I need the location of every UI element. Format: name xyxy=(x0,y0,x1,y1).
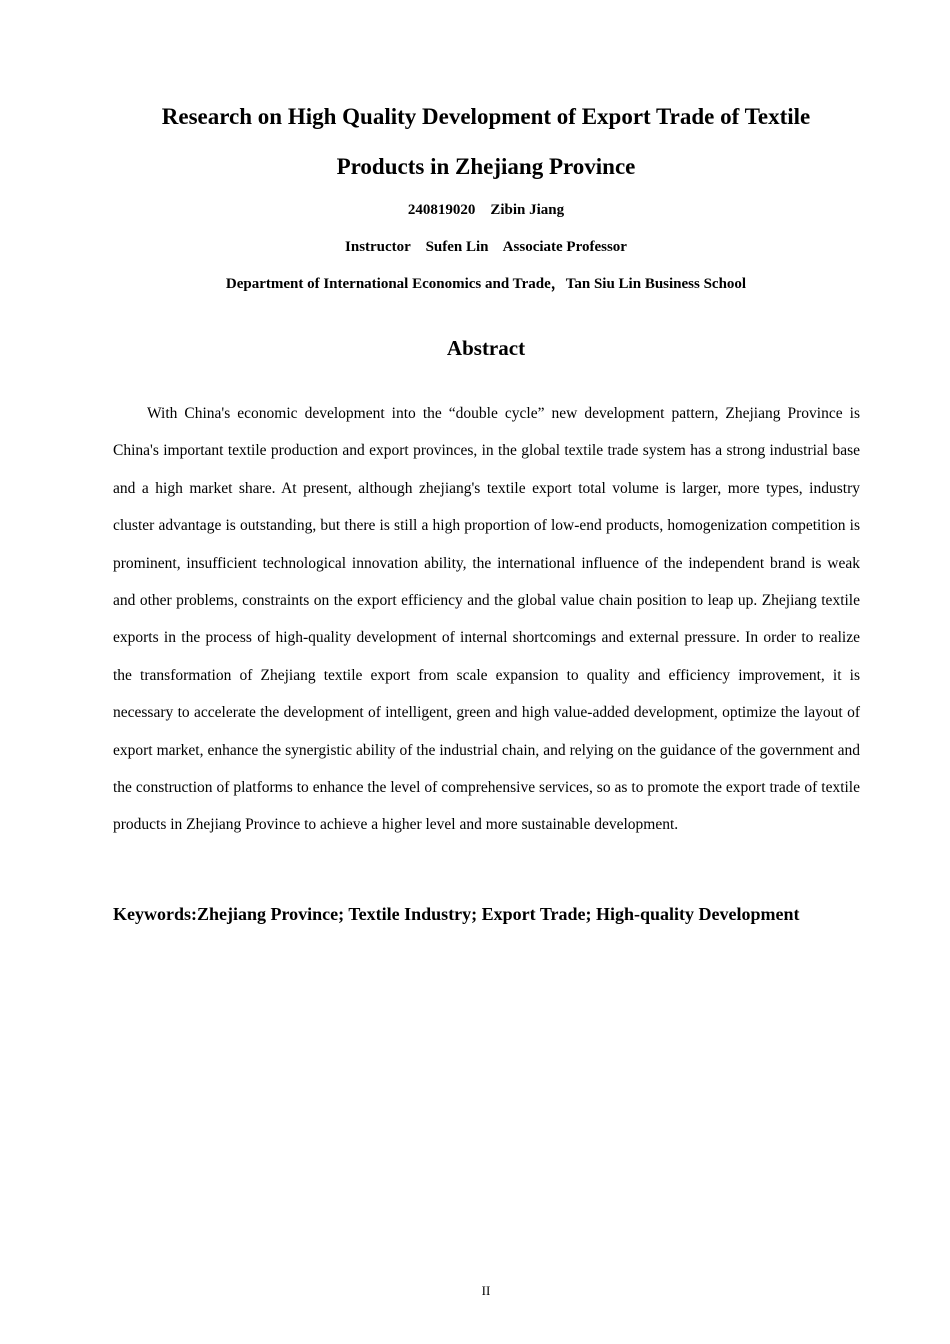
abstract-heading: Abstract xyxy=(446,336,526,360)
page-number: II xyxy=(481,1283,491,1298)
paper-title-line-2: Products in Zhejiang Province xyxy=(336,154,636,179)
keywords-line: Keywords:Zhejiang Province; Textile Industry; Export Trade; High-quality Development xyxy=(113,904,800,924)
author-line: 240819020 Zibin Jiang xyxy=(407,202,565,218)
instructor-line: Instructor Sufen Lin Associate Professor xyxy=(345,239,627,255)
abstract-body: With China's economic development into the “double cycle” new development pattern, Zhejiang Province is China's important textile production and export provinces, in the global textile trade system has a strong industrial base and a high market share. At present, although zhejiang's textile export total volume is larger, more types, industry cluster advantage is outstanding, but there is still a high proportion of low-end products, homogenization competition is prominent, insufficient technological innovation ability, the international influence of the independent brand is weak and other problems, constraints on the export efficiency and the global value chain position to leap up. Zhejiang textile exports in the process of high-quality development of internal shortcomings and external pressure. In order to realize the transformation of Zhejiang textile export from scale expansion to quality and efficiency improvement, it is necessary to accelerate the development of intelligent, green and high value-added development, optimize the layout of export market, enhance the synergistic ability of the industrial chain, and relying on the guidance of the government and the construction of platforms to enhance the level of comprehensive services, so as to promote the export trade of textile products in Zhejiang Province to achieve a higher level and more sustainable development. xyxy=(113,405,860,834)
paper-title-line-1: Research on High Quality Development of Export Trade of Textile xyxy=(161,104,811,129)
department-line: Department of International Economics and Trade，Tan Siu Lin Business School xyxy=(225,276,747,292)
